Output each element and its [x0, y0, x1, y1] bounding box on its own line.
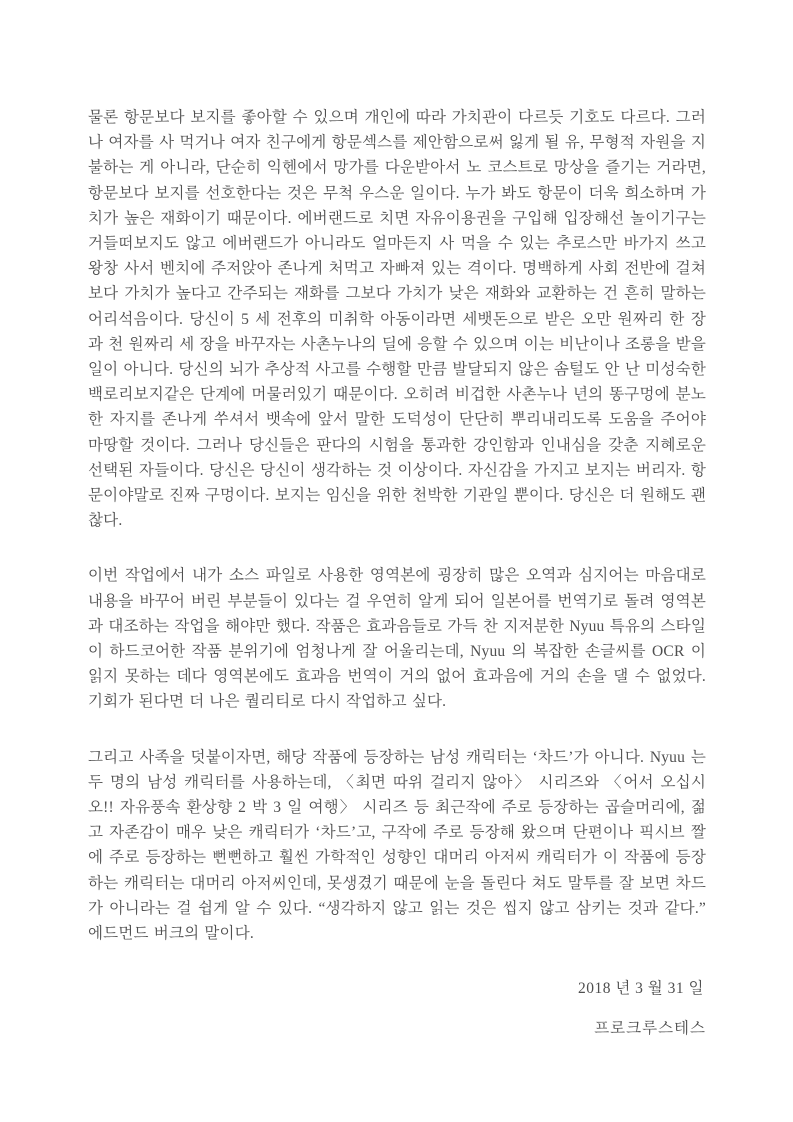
signature-line: 프로크루스테스: [594, 1019, 706, 1037]
paragraph-3: 그리고 사족을 덧붙이자면, 해당 작품에 등장하는 남성 캐릭터는 ‘차드’가 아니다. Nyuu 는 두 명의 남성 캐릭터를 사용하는데, 〈최면 따위 걸리지 않아〉 시리즈와 〈어서 오십시오!! 자유풍속 환상향 2 박 3 일 여행〉 시리즈 등 최근작에 주로 등장하는 곱슬머리에, 젊고 자존감이 매우 낮은 캐릭터가 ‘차드’고, 구작에 주로 등장해 왔으며 단편이나 픽시브 짤에 주로 등장하는 뻔뻔하고 훨씬 가학적인 성향인 대머리 아저씨 캐릭터가 이 작품에 등장하는 캐릭터는 대머리 아저씨인데, 못생겼기 때문에 눈을 돌린다 쳐도 말투를 잘 보면 차드가 아니라는 걸 쉽게 알 수 있다. “생각하지 않고 읽는 것은 씹지 않고 삼키는 것과 같다.” 에드먼드 버크의 말이다.: [88, 748, 706, 943]
paragraph-1: 물론 항문보다 보지를 좋아할 수 있으며 개인에 따라 가치관이 다르듯 기호도 다르다. 그러나 여자를 사 먹거나 여자 친구에게 항문섹스를 제안함으로써 잃게 될 유, 무형적 자원을 지불하는 게 아니라, 단순히 익헨에서 망가를 다운받아서 노 코스트로 망상을 즐기는 거라면, 항문보다 보지를 선호한다는 것은 무척 우스운 일이다. 누가 봐도 항문이 더욱 희소하며 가치가 높은 재화이기 때문이다. 에버랜드로 치면 자유이용권을 구입해 입장해선 놀이기구는 거들떠보지도 않고 에버랜드가 아니라도 얼마든지 사 먹을 수 있는 추로스만 바가지 쓰고 왕창 사서 벤치에 주저앉아 존나게 처먹고 자빠져 있는 격이다. 명백하게 사회 전반에 걸쳐 보다 가치가 높다고 간주되는 재화를 그보다 가치가 낮은 재화와 교환하는 건 흔히 말하는 어리석음이다. 당신이 5 세 전후의 미취학 아동이라면 세뱃돈으로 받은 오만 원짜리 한 장과 천 원짜리 세 장을 바꾸자는 사촌누나의 딜에 응할 수 있으며 이는 비난이나 조롱을 받을 일이 아니다. 당신의 뇌가 추상적 사고를 수행할 만큼 발달되지 않은 솜털도 안 난 미성숙한 백로리보지같은 단계에 머물러있기 때문이다. 오히려 비겁한 사촌누나 년의 똥구멍에 분노한 자지를 존나게 쑤셔서 뱃속에 앞서 말한 도덕성이 단단히 뿌리내리도록 도움을 주어야 마땅할 것이다. 그러나 당신들은 판다의 시험을 통과한 강인함과 인내심을 갖춘 지혜로운 선택된 자들이다. 당신은 당신이 생각하는 것 이상이다. 자신감을 가지고 보지는 버리자. 항문이야말로 진짜 구멍이다. 보지는 임신을 위한 천박한 기관일 뿐이다. 당신은 더 원해도 괜찮다.: [88, 109, 706, 530]
date-line: 2018 년 3 월 31 일: [577, 980, 704, 998]
document-body: [88, 105, 706, 1041]
paragraph-2: 이번 작업에서 내가 소스 파일로 사용한 영역본에 굉장히 많은 오역과 심지어는 마음대로 내용을 바꾸어 버린 부분들이 있다는 걸 우연히 알게 되어 일본어를 번역기로 돌려 영역본과 대조하는 작업을 해야만 했다. 작품은 효과음들로 가득 찬 지저분한 Nyuu 특유의 스타일이 하드코어한 작품 분위기에 엄청나게 잘 어울리는데, Nyuu 의 복잡한 손글씨를 OCR 이 읽지 못하는 데다 영역본에도 효과음 번역이 거의 없어 효과음에 거의 손을 댈 수 없었다. 기회가 된다면 더 나은 퀄리티로 다시 작업하고 싶다.: [88, 567, 706, 711]
